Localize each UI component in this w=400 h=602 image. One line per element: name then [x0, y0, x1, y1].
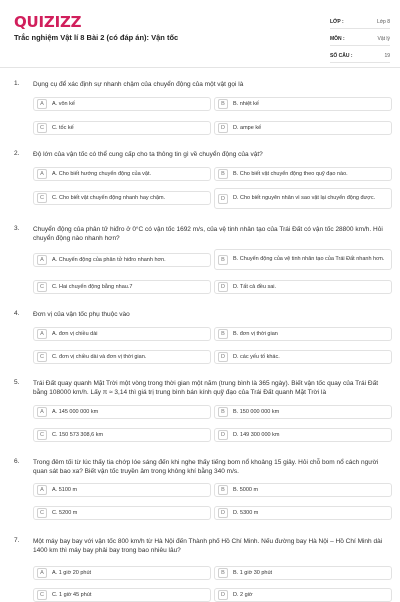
option-text: D. 5300 m [233, 509, 259, 516]
option-text: C. Cho biết vật chuyển động nhanh hay chậm. [52, 194, 166, 201]
option-text: B. Cho biết vật chuyển động theo quỹ đạo nào. [233, 170, 348, 177]
meta-row-question-count [330, 46, 390, 63]
option-text: B. nhiệt kế [233, 100, 259, 107]
option-letter: A [37, 255, 47, 265]
option-letter: A [37, 329, 47, 339]
meta-value: Vật lý [377, 36, 390, 42]
option-a[interactable] [33, 327, 211, 341]
option-letter: C [37, 352, 47, 362]
option-letter: B [218, 169, 228, 179]
option-a[interactable] [33, 167, 211, 181]
option-letter: C [37, 430, 47, 440]
meta-key: SỐ CÂU : [330, 53, 353, 59]
option-text: A. 1 giờ 20 phút [52, 569, 92, 576]
option-text: D. 149 300 000 km [233, 431, 280, 438]
question-text: Một máy bay bay với vận tốc 800 km/h từ Hà Nội đến Thành phố Hồ Chí Minh. Nếu đường bay Hà Nội – Hồ Chí Minh dài 1400 km thì máy bay phải bay trong bao nhiêu lâu? [33, 538, 383, 554]
option-letter: C [37, 590, 47, 600]
option-a[interactable] [33, 405, 211, 419]
quizizz-logo: QUIZIZZ [14, 13, 82, 31]
option-b[interactable] [214, 483, 392, 497]
option-a[interactable] [33, 483, 211, 497]
option-text: A. đơn vị chiều dài [52, 330, 98, 337]
option-letter: D [218, 430, 228, 440]
option-a[interactable] [33, 566, 211, 580]
option-letter: A [37, 485, 47, 495]
option-b[interactable] [214, 97, 392, 111]
option-letter: D [218, 352, 228, 362]
option-letter: B [218, 99, 228, 109]
question-number: 1. [14, 80, 20, 87]
option-letter: B [218, 407, 228, 417]
question-text: Trong đêm tối từ lúc thấy tia chớp lóe sáng đến khi nghe thấy tiếng bom nổ khoảng 15 giây. Hỏi chỗ bom nổ cách người quan sát bao xa? Biết vận tốc truyền âm trong không khí bằng 340 m/s. [33, 459, 379, 475]
option-text: A. 5100 m [52, 486, 78, 493]
option-c[interactable] [33, 350, 211, 364]
worksheet-title: Trắc nghiệm Vật lí 8 Bài 2 (có đáp án): Vận tốc [14, 33, 179, 42]
option-letter: D [218, 282, 228, 292]
option-d[interactable] [214, 428, 392, 442]
question-number: 2. [14, 150, 20, 157]
option-text: C. đơn vị chiều dài và đơn vị thời gian. [52, 353, 147, 360]
question-text: Đơn vị của vận tốc phụ thuộc vào [33, 311, 130, 318]
option-text: B. đơn vị thời gian [233, 330, 278, 337]
option-text: C. 5200 m [52, 509, 78, 516]
option-letter: A [37, 407, 47, 417]
option-text: D. ampe kế [233, 124, 262, 131]
option-letter: D [218, 123, 228, 133]
option-text: B. 1 giờ 30 phút [233, 569, 273, 576]
option-letter: C [37, 508, 47, 518]
option-c[interactable] [33, 428, 211, 442]
option-letter: B [218, 485, 228, 495]
option-a[interactable] [33, 97, 211, 111]
question-number: 5. [14, 379, 20, 386]
question-text: Độ lớn của vận tốc có thể cung cấp cho ta thông tin gì về chuyển động của vật? [33, 151, 263, 158]
option-text: B. Chuyển động của vệ tinh nhân tạo của Trái Đất nhanh hơn. [233, 256, 385, 262]
meta-key: LỚP : [330, 19, 344, 25]
option-c[interactable] [33, 506, 211, 520]
option-d[interactable] [214, 121, 392, 135]
option-text: A. Cho biết hướng chuyển động của vật. [52, 170, 152, 177]
option-b[interactable] [214, 566, 392, 580]
option-letter: C [37, 282, 47, 292]
option-text: C. 150 573 308,6 km [52, 431, 104, 438]
meta-value: 19 [384, 53, 390, 59]
meta-key: MÔN : [330, 36, 345, 42]
option-b[interactable] [214, 327, 392, 341]
option-text: B. 150 000 000 km [233, 408, 280, 415]
option-letter: D [218, 590, 228, 600]
option-letter: A [37, 568, 47, 578]
option-text: D. các yếu tố khác. [233, 353, 280, 360]
option-b[interactable] [214, 249, 392, 270]
option-text: D. Cho biết nguyên nhân vì sao vật lại chuyển động được. [233, 195, 376, 201]
option-c[interactable] [33, 280, 211, 294]
option-letter: B [218, 329, 228, 339]
option-a[interactable] [33, 253, 211, 267]
option-text: A. vôn kế [52, 100, 75, 107]
question-number: 3. [14, 225, 20, 232]
option-b[interactable] [214, 405, 392, 419]
question-number: 7. [14, 537, 20, 544]
option-d[interactable] [214, 350, 392, 364]
option-d[interactable] [214, 506, 392, 520]
option-text: A. 145 000 000 km [52, 408, 99, 415]
meta-row-grade [330, 12, 390, 29]
option-letter: B [218, 568, 228, 578]
question-number: 6. [14, 458, 20, 465]
option-text: A. Chuyển động của phân tử hiđro nhanh hơn. [52, 256, 166, 263]
worksheet-meta [330, 12, 390, 63]
meta-value: Lớp 8 [376, 19, 390, 25]
option-letter: D [218, 508, 228, 518]
worksheet-header [0, 0, 400, 68]
option-letter: B [218, 255, 228, 265]
option-b[interactable] [214, 167, 392, 181]
question-number: 4. [14, 310, 20, 317]
question-text: Dụng cụ để xác định sự nhanh chậm của chuyển động của một vật gọi là [33, 81, 244, 88]
option-letter: C [37, 193, 47, 203]
option-text: D. Tất cả đều sai. [233, 283, 277, 290]
option-letter: A [37, 99, 47, 109]
question-text: Trái Đất quay quanh Mặt Trời một vòng trong thời gian một năm (trung bình là 365 ngày). Biết vận tốc quay của Trái Đất bằng 108000 km/h. Lấy π ≈ 3,14 thì giá trị trung bình bán kính quỹ đạo của Trái Đất quanh Mặt Trời là [33, 380, 379, 396]
option-c[interactable] [33, 191, 211, 205]
option-c[interactable] [33, 121, 211, 135]
option-text: B. 5000 m [233, 486, 259, 493]
option-letter: A [37, 169, 47, 179]
option-text: C. tốc kế [52, 124, 74, 131]
option-letter: C [37, 123, 47, 133]
option-text: C. Hai chuyển động bằng nhau.7 [52, 283, 133, 290]
option-text: C. 1 giờ 45 phút [52, 591, 92, 598]
meta-row-subject [330, 29, 390, 46]
option-d[interactable] [214, 188, 392, 209]
option-text: D. 2 giờ [233, 591, 253, 598]
option-d[interactable] [214, 280, 392, 294]
option-letter: D [218, 194, 228, 204]
question-text: Chuyển động của phân tử hiđro ở 0°C có vận tốc 1692 m/s, của vệ tinh nhân tạo của Trái Đất có vận tốc 28800 km/h. Hỏi chuyển động nào nhanh hơn? [33, 226, 383, 242]
